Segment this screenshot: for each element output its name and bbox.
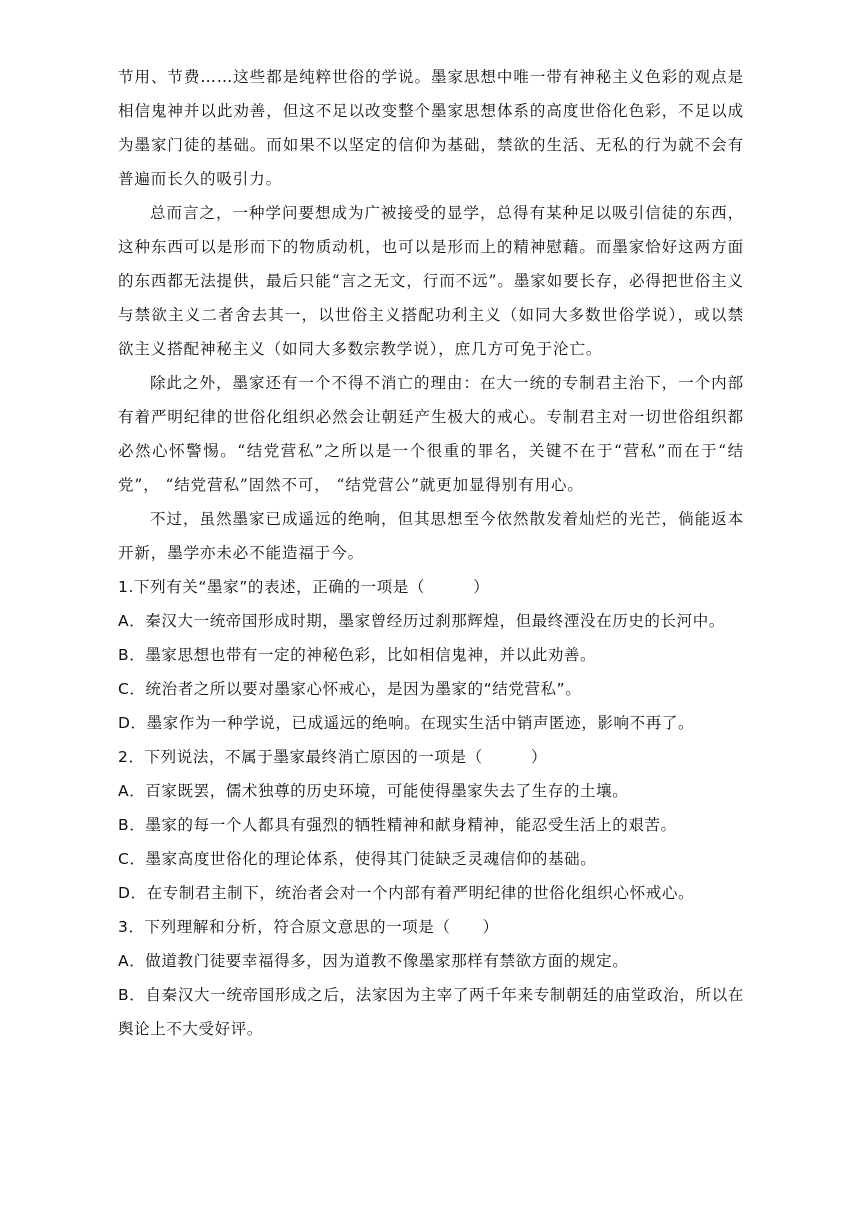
passage-paragraph-4: 不过，虽然墨家已成遥远的绝响，但其思想至今依然散发着灿烂的光芒，倘能返本开新，墨学亦未必不能造福于今。	[118, 510, 744, 562]
question-1-stem: 1.下列有关“墨家”的表述，正确的一项是（ ）	[118, 578, 490, 596]
question-1-option-d: D．墨家作为一种学说，已成遥远的绝响。在现实生活中销声匿迹，影响不再了。	[118, 714, 695, 732]
passage-paragraph-3: 除此之外，墨家还有一个不得不消亡的理由：在大一统的专制君主治下，一个内部有着严明纪律的世俗化组织必然会让朝廷产生极大的戒心。专制君主对一切世俗组织都必然心怀警惕。“结党营私”之所以是一个很重的罪名，关键不在于“营私”而在于“结党”， “结党营私”固然不可， “结党营公”就更加显得别有用心。	[118, 374, 744, 494]
question-3-option-a: A．做道教门徒要幸福得多，因为道教不像墨家那样有禁欲方面的规定。	[118, 952, 629, 970]
question-1	[118, 570, 744, 740]
question-1-option-a: A．秦汉大一统帝国形成时期，墨家曾经历过刹那辉煌，但最终湮没在历史的长河中。	[118, 612, 725, 630]
question-1-option-b: B．墨家思想也带有一定的神秘色彩，比如相信鬼神，并以此劝善。	[118, 646, 597, 664]
question-2-stem: 2．下列说法，不属于墨家最终消亡原因的一项是（ ）	[118, 748, 548, 766]
question-3-option-b: B．自秦汉大一统帝国形成之后，法家因为主宰了两千年来专制朝廷的庙堂政治，所以在舆论上不大受好评。	[118, 986, 744, 1038]
question-2-option-c: C．墨家高度世俗化的理论体系，使得其门徒缺乏灵魂信仰的基础。	[118, 850, 597, 868]
question-2-option-b: B．墨家的每一个人都具有强烈的牺牲精神和献身精神，能忍受生活上的艰苦。	[118, 816, 677, 834]
question-2-option-a: A．百家既罢，儒术独尊的历史环境，可能使得墨家失去了生存的土壤。	[118, 782, 629, 800]
passage-paragraph-1: 节用、节费……这些都是纯粹世俗的学说。墨家思想中唯一带有神秘主义色彩的观点是相信鬼神并以此劝善，但这不足以改变整个墨家思想体系的高度世俗化色彩，不足以成为墨家门徒的基础。而如果不以坚定的信仰为基础，禁欲的生活、无私的行为就不会有普遍而长久的吸引力。	[118, 68, 744, 188]
question-3	[118, 910, 744, 1046]
question-1-option-c: C．统治者之所以要对墨家心怀戒心，是因为墨家的“结党营私”。	[118, 680, 582, 698]
passage-paragraph-2: 总而言之，一种学问要想成为广被接受的显学，总得有某种足以吸引信徒的东西，这种东西可以是形而下的物质动机，也可以是形而上的精神慰藉。而墨家恰好这两方面的东西都无法提供，最后只能“言之无文，行而不远”。墨家如要长存，必得把世俗主义与禁欲主义二者舍去其一，以世俗主义搭配功利主义（如同大多数世俗学说），或以禁欲主义搭配神秘主义（如同大多数宗教学说），庶几方可免于沦亡。	[118, 204, 744, 358]
question-2	[118, 740, 744, 910]
question-2-option-d: D．在专制君主制下，统治者会对一个内部有着严明纪律的世俗化组织心怀戒心。	[118, 884, 695, 902]
question-3-stem: 3．下列理解和分析，符合原文意思的一项是（ ）	[118, 918, 499, 936]
